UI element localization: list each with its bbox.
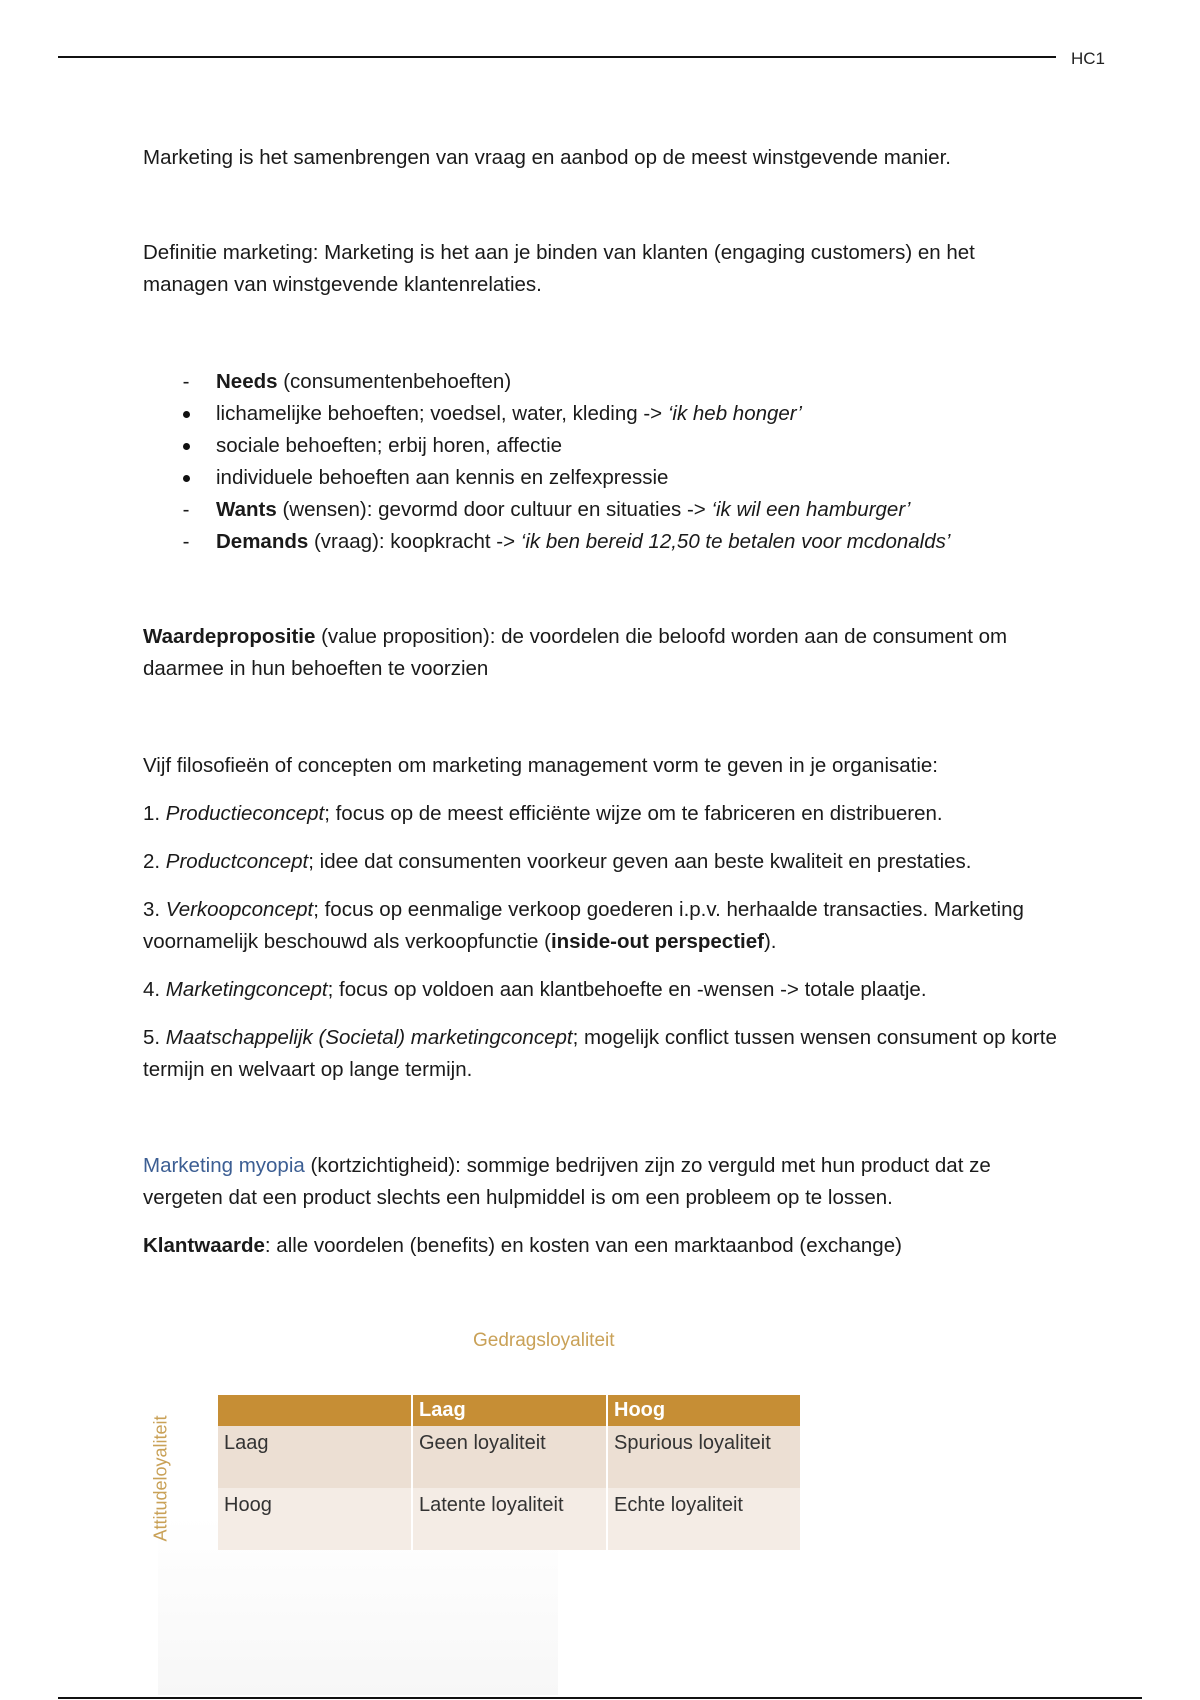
concept-description: ; focus op eenmalige verkoop goederen i.p.v. herhaalde transacties. Marketing voornamelijk beschouwd als verkoopfunctie ( [143, 898, 1024, 953]
bullet-quote: ‘ik heb honger’ [667, 402, 802, 425]
myopia-term: Marketing myopia [143, 1154, 305, 1177]
table-cell: Spurious loyaliteit [607, 1426, 800, 1488]
table-cell: Echte loyaliteit [607, 1488, 800, 1550]
concept-number: 5. [143, 1026, 166, 1049]
value-proposition-term: Waardepropositie [143, 625, 316, 648]
concept-item-2 [143, 846, 1063, 878]
bullet-text: sociale behoeften; erbij horen, affectie [216, 434, 563, 457]
concept-number: 1. [143, 802, 166, 825]
concept-number: 2. [143, 850, 166, 873]
concept-item-4 [143, 974, 1063, 1006]
dash-marker: - [182, 370, 190, 393]
list-item [143, 462, 1063, 494]
wants-term: Wants [216, 498, 277, 521]
page-header-label: HC1 [1071, 49, 1106, 68]
concepts-intro: Vijf filosofieën of concepten om marketing management vorm te geven in je organisatie: [143, 754, 939, 777]
concept-item-3 [143, 894, 1063, 958]
needs-term: Needs [216, 370, 278, 393]
table-cell: Latente loyaliteit [412, 1488, 607, 1550]
loyalty-matrix-figure [143, 1310, 833, 1695]
demands-quote: ‘ik ben bereid 12,50 te betalen voor mcdonalds’ [520, 530, 951, 553]
concept-description: ; focus op voldoen aan klantbehoefte en -wensen -> totale plaatje. [327, 978, 927, 1001]
concept-description: ; focus op de meest efficiënte wijze om te fabriceren en distribueren. [324, 802, 943, 825]
header-rule [58, 56, 1056, 58]
concept-name: Verkoopconcept [165, 898, 314, 921]
bullet-marker [180, 462, 192, 494]
value-proposition-paragraph [143, 621, 1063, 685]
concept-name: Productconcept [165, 850, 309, 873]
bullet-marker [180, 398, 192, 430]
bullet-marker [180, 430, 192, 462]
concept-item-5 [143, 1022, 1063, 1086]
concept-number: 4. [143, 978, 166, 1001]
concept-item-1 [143, 798, 1063, 830]
figure-title: Gedragsloyaliteit [473, 1330, 615, 1351]
value-proposition-description: (value proposition): de voordelen die beloofd worden aan de consument om daarmee in hun behoeften te voorzien [143, 625, 1008, 680]
concept-description: ; mogelijk conflict tussen wensen consument op korte termijn en welvaart op lange termijn. [143, 1026, 1057, 1081]
row-header-cell: Hoog [218, 1488, 412, 1550]
column-header: Hoog [607, 1395, 800, 1426]
list-item [143, 366, 1063, 398]
footer-rule [58, 1697, 1142, 1699]
klantwaarde-paragraph [143, 1230, 1063, 1262]
concept-emphasis: inside-out perspectief [550, 930, 764, 953]
demands-term: Demands [216, 530, 309, 553]
demands-description: (vraag): koopkracht -> [308, 530, 521, 553]
wants-quote: ‘ik wil een hamburger’ [711, 498, 911, 521]
dash-marker: - [182, 498, 190, 521]
list-item [143, 398, 1063, 430]
concept-name: Marketingconcept [165, 978, 328, 1001]
bullet-text: lichamelijke behoeften; voedsel, water, kleding -> [216, 402, 668, 425]
myopia-paragraph [143, 1150, 1063, 1214]
list-item [143, 526, 1063, 558]
definition-paragraph: Definitie marketing: Marketing is het aan je binden van klanten (engaging customers) en het managen van winstgevende klantenrelaties. [143, 241, 975, 296]
intro-paragraph: Marketing is het samenbrengen van vraag en aanbod op de meest winstgevende manier. [143, 146, 951, 169]
bullet-text: individuele behoeften aan kennis en zelfexpressie [216, 466, 669, 489]
concept-number: 3. [143, 898, 166, 921]
table-row [218, 1426, 800, 1488]
row-header-cell: Laag [218, 1426, 412, 1488]
klantwaarde-term: Klantwaarde [143, 1234, 265, 1257]
loyalty-matrix-table [218, 1395, 800, 1550]
list-item [143, 430, 1063, 462]
concept-name: Maatschappelijk (Societal) marketingconcept [165, 1026, 573, 1049]
figure-y-axis-label: Attitudeloyaliteit [150, 1415, 171, 1542]
list-item [143, 494, 1063, 526]
column-header: Laag [412, 1395, 607, 1426]
column-header [218, 1395, 412, 1426]
concept-description: ; idee dat consumenten voorkeur geven aan beste kwaliteit en prestaties. [308, 850, 972, 873]
wants-description: (wensen): gevormd door cultuur en situaties -> [276, 498, 712, 521]
table-row [218, 1488, 800, 1550]
myopia-description: (kortzichtigheid): sommige bedrijven zijn zo verguld met hun product dat ze vergeten dat een product slechts een hulpmiddel is om een probleem op te lossen. [143, 1154, 991, 1209]
dash-marker: - [182, 530, 190, 553]
needs-list [143, 366, 1063, 558]
concept-name: Productieconcept [165, 802, 325, 825]
klantwaarde-description: : alle voordelen (benefits) en kosten van een marktaanbod (exchange) [264, 1234, 902, 1257]
table-cell: Geen loyaliteit [412, 1426, 607, 1488]
concept-description-end: ). [763, 930, 777, 953]
needs-description: (consumentenbehoeften) [277, 370, 512, 393]
table-header-row [218, 1395, 800, 1426]
